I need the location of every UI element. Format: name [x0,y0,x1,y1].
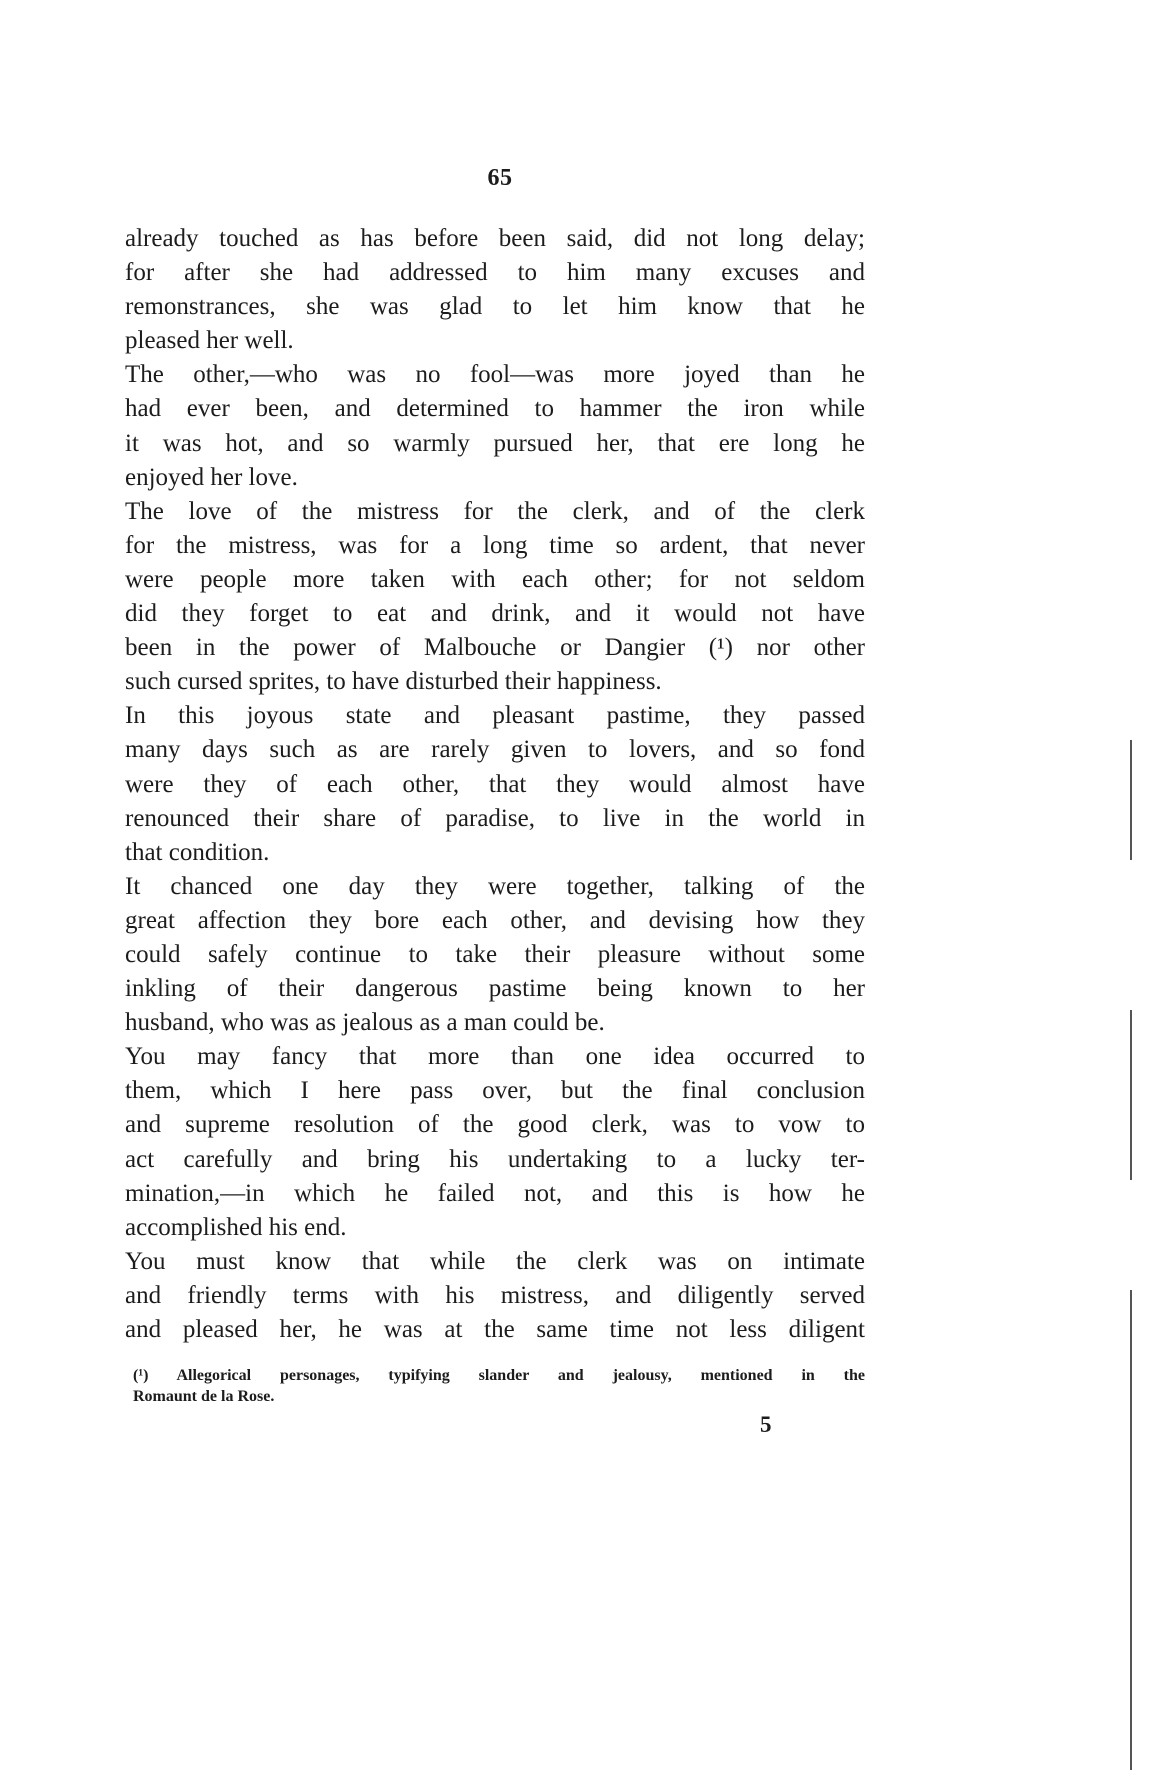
scan-edge-mark [1130,1290,1132,1770]
text-line: were people more taken with each other; for not seldom [125,565,865,593]
text-line: You must know that while the clerk was on intimate [125,1247,865,1275]
scan-edge-mark [1130,1010,1132,1180]
text-line: inkling of their dangerous pastime being known to her [125,975,865,1003]
paragraph [125,358,865,494]
text-line: had ever been, and determined to hammer the iron while [125,395,865,423]
text-line: The other,—who was no fool—was more joyed than he [125,361,865,389]
text-line: act carefully and bring his undertaking to a lucky ter- [125,1145,865,1173]
text-line: great affection they bore each other, and devising how they [125,906,865,934]
signature-mark: 5 [760,1412,772,1437]
text-line: them, which I here pass over, but the final conclusion [125,1077,865,1105]
paragraph [125,699,865,869]
text-line: been in the power of Malbouche or Dangier (¹) nor other [125,634,865,662]
text-line: such cursed sprites, to have disturbed their happiness. [125,668,662,696]
footnote-line: Romaunt de la Rose. [133,1388,275,1405]
text-line: and friendly terms with his mistress, and diligently served [125,1281,865,1309]
text-line: could safely continue to take their pleasure without some [125,940,865,968]
text-line: You may fancy that more than one idea occurred to [125,1043,865,1071]
text-line: that condition. [125,838,270,866]
footnote-line: (¹) Allegorical personages, typifying slander and jealousy, mentioned in the [133,1367,865,1384]
body-text [125,222,865,1347]
footnote [133,1365,865,1407]
text-line: In this joyous state and pleasant pastime, they passed [125,702,865,730]
text-line: remonstrances, she was glad to let him know that he [125,293,865,321]
text-line: for the mistress, was for a long time so ardent, that never [125,531,865,559]
text-line: were they of each other, that they would almost have [125,770,865,798]
text-line: The love of the mistress for the clerk, and of the clerk [125,497,865,525]
scan-edge-mark [1130,740,1132,860]
text-line: it was hot, and so warmly pursued her, that ere long he [125,429,865,457]
text-line: It chanced one day they were together, talking of the [125,872,865,900]
paragraph [125,1245,865,1347]
text-line: pleased her well. [125,327,294,355]
text-line: already touched as has before been said, did not long delay; [125,225,865,252]
text-line: mination,—in which he failed not, and this is how he [125,1179,865,1207]
paragraph [125,870,865,1040]
text-line: for after she had addressed to him many excuses and [125,259,865,287]
text-line: did they forget to eat and drink, and it would not have [125,600,865,628]
text-line: renounced their share of paradise, to live in the world in [125,804,865,832]
text-line: many days such as are rarely given to lovers, and so fond [125,736,865,764]
text-line: enjoyed her love. [125,463,298,491]
page-number: 65 [487,165,513,191]
text-line: and supreme resolution of the good clerk, was to vow to [125,1111,865,1139]
paragraph [125,222,865,358]
text-line: accomplished his end. [125,1213,347,1241]
paragraph [125,495,865,700]
text-line: husband, who was as jealous as a man could be. [125,1009,605,1037]
paragraph [125,1040,865,1245]
text-line: and pleased her, he was at the same time not less diligent [125,1316,865,1343]
